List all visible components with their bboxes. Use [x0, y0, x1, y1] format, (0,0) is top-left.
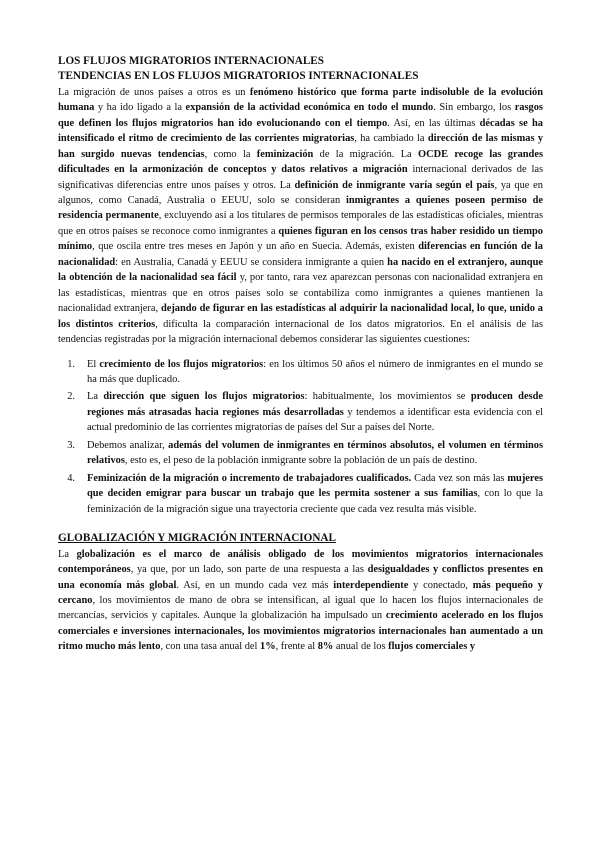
body-text: El: [87, 358, 100, 370]
emphasis-text: Feminización de la migración o incremento de trabajadores cualificados.: [87, 472, 412, 484]
body-text: . Así, en un mundo cada vez más: [176, 579, 334, 591]
document-page: [58, 54, 543, 655]
list-item: [58, 357, 543, 388]
body-text: , que oscila entre tres meses en Japón y un año en Suecia. Además, existen: [92, 241, 419, 253]
document-subtitle: TENDENCIAS EN LOS FLUJOS MIGRATORIOS INTERNACIONALES: [58, 70, 419, 83]
list-item-number: 2.: [67, 391, 75, 403]
body-text: , con una tasa anual del: [160, 641, 260, 653]
document-title: LOS FLUJOS MIGRATORIOS INTERNACIONALES: [58, 55, 324, 67]
emphasis-text: más pequeño y cercano: [58, 579, 543, 606]
body-text: , dificulta la comparación internacional de los datos migratorios. En el análisis de las tendencias registradas por la migración internacional debemos considerar las siguientes cuestiones:: [58, 318, 543, 346]
list-item-number: 3.: [67, 439, 75, 451]
issues-list: [58, 357, 543, 518]
body-text: , esto es, el peso de la población inmigrante sobre la población de un país de destino.: [124, 455, 478, 467]
body-text: La: [58, 548, 77, 560]
body-text: . Sin embargo, los: [433, 102, 515, 114]
emphasis-text: globalización es el marco de análisis obligado de los movimientos migratorios internacionales contemporáneos: [58, 548, 543, 576]
body-text: . Así, en las últimas: [387, 117, 480, 129]
body-text: internacional derivados de las significativas diferencias entre unos países y otros. La: [58, 164, 544, 191]
body-text: , los movimientos de mano de obra se intensifican, al igual que lo hacen los flujos internacionales de mercancías, servicios y capitales. Aunque la globalización ha impulsado un: [58, 595, 543, 622]
emphasis-text: dirección que siguen los flujos migratorios: [103, 391, 305, 403]
emphasis-text: ha nacido en el extranjero, aunque la obtención de la nacionalidad sea fácil: [58, 256, 543, 284]
body-text: La migración de unos países a otros es un: [58, 86, 250, 98]
emphasis-text: expansión de la actividad económica en todo el mundo: [185, 102, 434, 114]
list-item-number: 1.: [67, 358, 75, 370]
body-text: , excluyendo así a los titulares de permisos temporales de las estadísticas oficiales, mientras que en otros países se reconoce como inmigrantes a: [58, 210, 543, 237]
emphasis-text: fenómeno histórico que forma parte indisoluble de la evolución humana: [58, 86, 544, 114]
section-heading-globalizacion: GLOBALIZACIÓN Y MIGRACIÓN INTERNACIONAL: [58, 532, 336, 545]
list-item-text: [87, 389, 543, 435]
emphasis-text: rasgos que definen los flujos migratorios han ido evolucionando con el tiempo: [58, 102, 543, 129]
list-item: [58, 389, 543, 435]
emphasis-text: producen desde regiones más atrasadas hacia regiones más desarrolladas: [87, 391, 544, 418]
emphasis-text: 8%: [317, 641, 334, 653]
emphasis-text: dejando de figurar en las estadísticas al adquirir la nacionalidad local, lo que, unido a los distintos criterios: [58, 303, 543, 330]
emphasis-text: diferencias en función de la nacionalidad: [58, 241, 543, 268]
emphasis-text: 1%: [260, 641, 276, 653]
list-item: [58, 438, 543, 469]
body-text: Debemos analizar,: [87, 439, 169, 451]
emphasis-text: mujeres que deciden emigrar para buscar un trabajo que les permita sostener a sus familias: [87, 472, 543, 500]
body-text: , frente al: [275, 641, 318, 653]
body-text: y ha ido ligado a la: [94, 102, 186, 114]
emphasis-text: definición de inmigrante varía según el país: [294, 179, 495, 191]
body-text: y, por tanto, rara vez aparezcan personas con nacionalidad extranjera en las estadísticas, mientras que en otros países solo se contabiliza como inmigrantes a quienes mantienen la nacionalidad extranjera,: [58, 272, 543, 315]
body-text: y conectado,: [408, 579, 473, 591]
emphasis-text: crecimiento de los flujos migratorios: [99, 358, 264, 370]
body-text: de la migración. La: [313, 148, 418, 160]
emphasis-text: desigualdades y conflictos presentes en una economía más global: [58, 564, 543, 591]
emphasis-text: quienes figuran en los censos tras haber residido un tiempo mínimo: [58, 225, 544, 253]
list-item-number: 4.: [67, 472, 75, 484]
emphasis-text: interdependiente: [333, 579, 409, 591]
body-text: , ya que, por un lado, son parte de una respuesta a las: [130, 564, 368, 576]
body-text: : habitualmente, los movimientos se: [304, 391, 471, 403]
body-text: : en los últimos 50 años el número de inmigrantes en el mundo se ha más que duplicado.: [87, 358, 543, 385]
list-item-text: [87, 438, 543, 469]
body-text: y tendemos a identificar esta evidencia con el actual predominio de las corrientes migratorias de países del Sur a países del Norte.: [87, 406, 543, 434]
list-item: [58, 471, 543, 517]
body-text: La: [87, 391, 104, 403]
emphasis-text: feminización: [256, 148, 314, 160]
emphasis-text: inmigrantes a quienes poseen permiso de residencia permanente: [58, 194, 543, 222]
body-text: , ya que en algunos, como Canadá, Australia o EEUU, solo se consideran: [58, 179, 543, 206]
emphasis-text: dirección de las mismas y han surgido nuevas tendencias: [58, 133, 544, 160]
body-text: : en Australia, Canadá y EEUU se considera inmigrante a quien: [115, 256, 388, 268]
emphasis-text: décadas se ha intensificado el ritmo de crecimiento de las corrientes migratorias: [58, 117, 543, 145]
globalizacion-paragraph: [58, 547, 543, 655]
body-text: , ha cambiado la: [354, 133, 428, 145]
body-text: Cada vez son más las: [411, 472, 508, 484]
intro-paragraph: [58, 85, 543, 348]
emphasis-text: OCDE recoge las grandes dificultades en la armonización de conceptos y datos relativos a migración: [58, 148, 543, 176]
body-text: , como la: [204, 148, 257, 160]
body-text: , con lo que la feminización de la migración sigue una trayectoria creciente que cada vez resulta más visible.: [87, 488, 543, 515]
emphasis-text: flujos comerciales y: [388, 641, 476, 653]
body-text: anual de los: [333, 641, 389, 653]
emphasis-text: crecimiento acelerado en los flujos comerciales e inversiones internacionales, los movimientos migratorios internacionales han aumentado a un ritmo mucho más lento: [58, 610, 543, 653]
list-item-text: [87, 357, 543, 388]
list-item-text: [87, 471, 543, 517]
emphasis-text: además del volumen de inmigrantes en términos absolutos, el volumen en términos relativos: [87, 439, 543, 467]
